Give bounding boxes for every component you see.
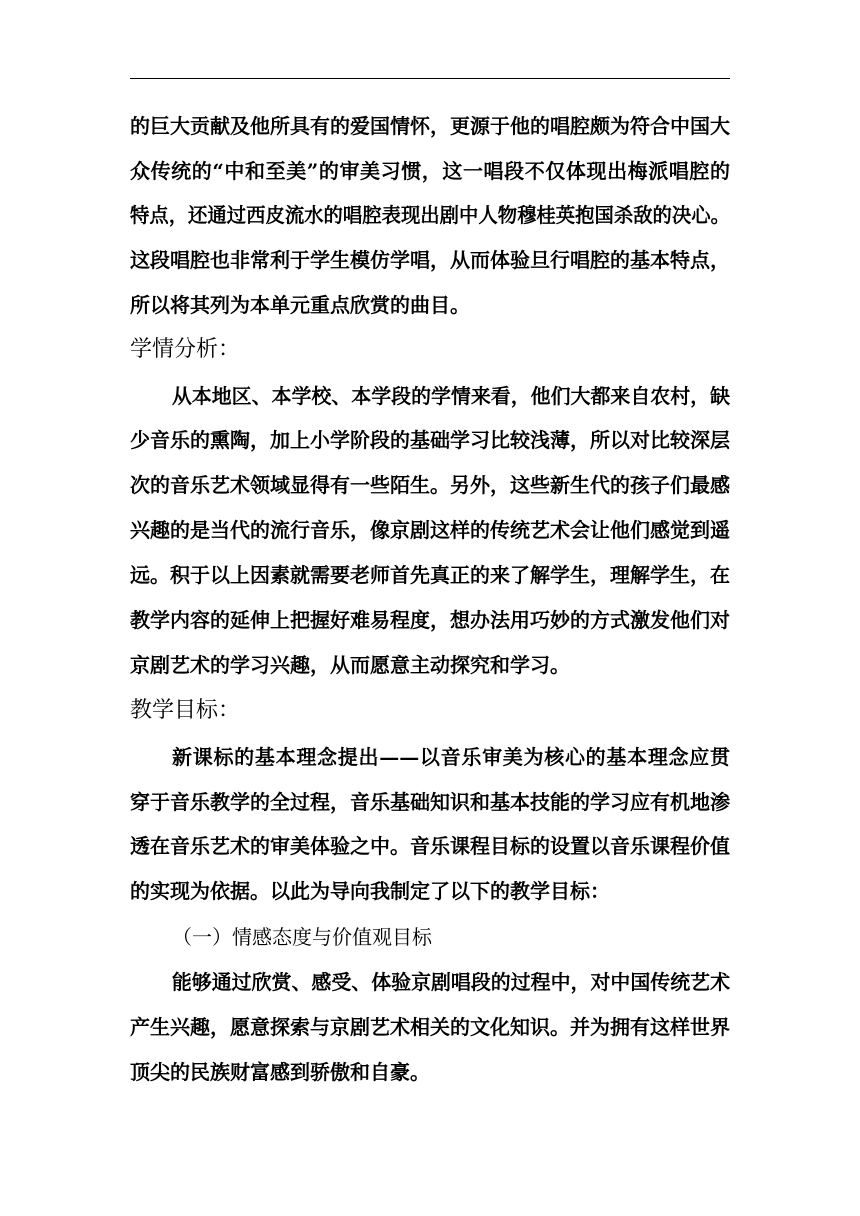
paragraph-line: 顶尖的民族财富感到骄傲和自豪。 [130, 1060, 430, 1084]
paragraph-line: 能够通过欣赏、感受、体验京剧唱段的过程中，对中国传统艺术 [171, 970, 731, 994]
paragraph-line: 所以将其列为本单元重点欣赏的曲目。 [130, 293, 470, 317]
paragraph-line: 的巨大贡献及他所具有的爱国情怀，更源于他的唱腔颇为符合中国大 [130, 114, 730, 138]
paragraph-line: 特点，还通过西皮流水的唱腔表现出剧中人物穆桂英抱国杀敌的决心。 [130, 203, 730, 227]
paragraph-line: 少音乐的熏陶，加上小学阶段的基础学习比较浅薄，所以对比较深层 [130, 428, 730, 452]
paragraph-line: 产生兴趣，愿意探索与京剧艺术相关的文化知识。并为拥有这样世界 [130, 1015, 730, 1039]
paragraph-line: 众传统的“中和至美”的审美习惯，这一唱段不仅体现出梅派唱腔的 [130, 159, 730, 183]
section-heading-goals: 教学目标： [130, 698, 241, 723]
paragraph-line: 的实现为依据。以此为导向我制定了以下的教学目标： [130, 879, 610, 903]
paragraph-line: 透在音乐艺术的审美体验之中。音乐课程目标的设置以音乐课程价值 [130, 834, 730, 858]
paragraph-line: 从本地区、本学校、本学段的学情来看，他们大都来自农村，缺 [171, 384, 731, 408]
paragraph-line: 兴趣的是当代的流行音乐，像京剧这样的传统艺术会让他们感觉到遥 [130, 518, 730, 542]
section-heading-learning: 学情分析： [130, 337, 241, 362]
paragraph-line: 这段唱腔也非常利于学生模仿学唱，从而体验旦行唱腔的基本特点， [130, 248, 730, 272]
header-rule [130, 78, 730, 79]
paragraph-line: 穿于音乐教学的全过程，音乐基础知识和基本技能的学习应有机地渗 [130, 790, 730, 814]
subheading-emotion-goal: （一）情感态度与价值观目标 [172, 925, 432, 949]
paragraph-line: 新课标的基本理念提出——以音乐审美为核心的基本理念应贯 [172, 745, 730, 769]
paragraph-line: 教学内容的延伸上把握好难易程度，想办法用巧妙的方式激发他们对 [130, 608, 730, 632]
paragraph-line: 次的音乐艺术领域显得有一些陌生。另外，这些新生代的孩子们最感 [130, 473, 730, 497]
paragraph-line: 京剧艺术的学习兴趣，从而愿意主动探究和学习。 [130, 653, 570, 677]
paragraph-line: 远。积于以上因素就需要老师首先真正的来了解学生，理解学生，在 [130, 563, 730, 587]
